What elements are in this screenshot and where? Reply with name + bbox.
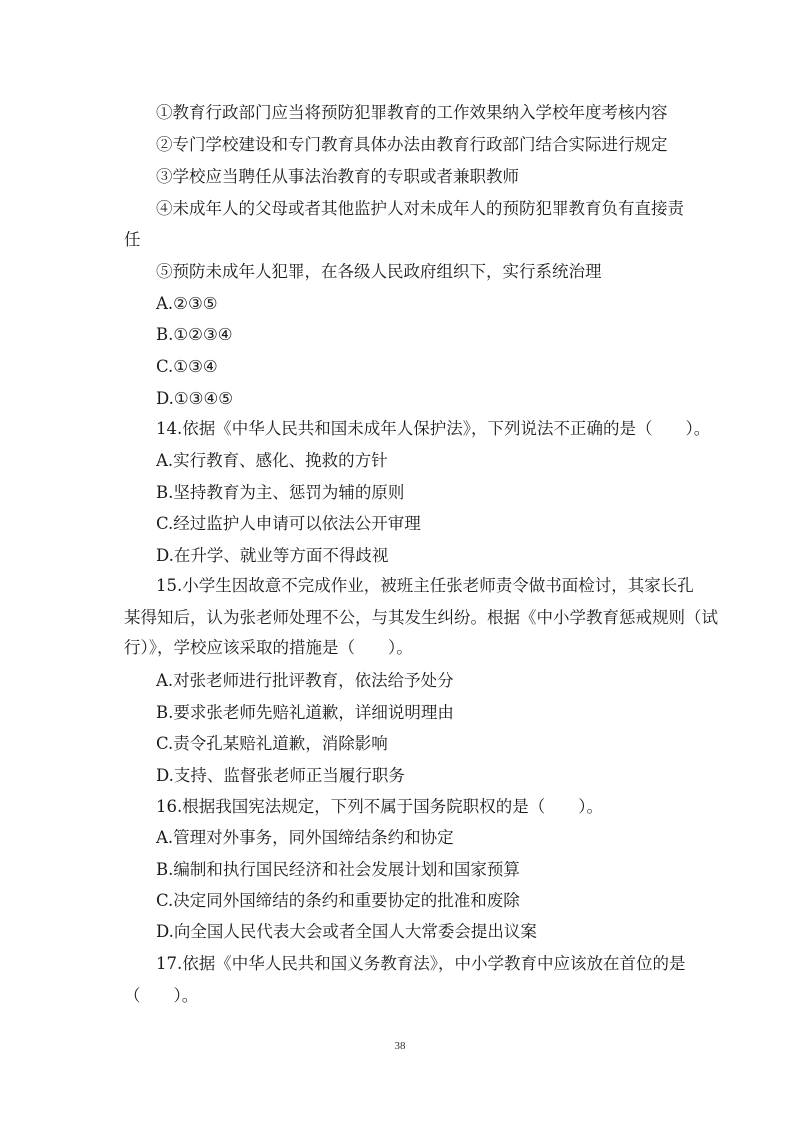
statement-4: ④未成年人的父母或者其他监护人对未成年人的预防犯罪教育负有直接责 bbox=[156, 199, 684, 218]
page-number: 38 bbox=[394, 1040, 406, 1052]
statement-4-continued: 任 bbox=[124, 230, 141, 249]
q13-option-c: C.①③④ bbox=[156, 357, 218, 376]
q16-option-d: D.向全国人民代表大会或者全国人大常委会提出议案 bbox=[156, 922, 537, 941]
q16-option-a: A.管理对外事务，同外国缔结条约和协定 bbox=[156, 828, 454, 847]
q15-stem-line-1: 15.小学生因故意不完成作业，被班主任张老师责令做书面检讨，其家长孔 bbox=[156, 576, 694, 595]
q16-stem: 16.根据我国宪法规定，下列不属于国务院职权的是（ ）。 bbox=[156, 797, 603, 816]
q13-option-b: B.①②③④ bbox=[156, 325, 233, 344]
statement-1: ①教育行政部门应当将预防犯罪教育的工作效果纳入学校年度考核内容 bbox=[156, 103, 668, 122]
q15-option-d: D.支持、监督张老师正当履行职务 bbox=[156, 766, 405, 785]
q15-option-b: B.要求张老师先赔礼道歉，详细说明理由 bbox=[156, 703, 454, 722]
q16-option-b: B.编制和执行国民经济和社会发展计划和国家预算 bbox=[156, 860, 520, 879]
statement-3: ③学校应当聘任从事法治教育的专职或者兼职教师 bbox=[156, 167, 519, 186]
q15-option-c: C.责令孔某赔礼道歉，消除影响 bbox=[156, 734, 388, 753]
q14-option-a: A.实行教育、感化、挽救的方针 bbox=[156, 451, 388, 470]
q14-option-b: B.坚持教育为主、惩罚为辅的原则 bbox=[156, 483, 405, 502]
q13-option-d: D.①③④⑤ bbox=[156, 389, 234, 408]
q13-option-a: A.②③⑤ bbox=[156, 294, 218, 313]
statement-2: ②专门学校建设和专门教育具体办法由教育行政部门结合实际进行规定 bbox=[156, 135, 668, 154]
statement-5: ⑤预防未成年人犯罪，在各级人民政府组织下，实行系统治理 bbox=[156, 262, 602, 281]
q16-option-c: C.决定同外国缔结的条约和重要协定的批准和废除 bbox=[156, 891, 520, 910]
q15-option-a: A.对张老师进行批评教育，依法给予处分 bbox=[156, 671, 454, 690]
q15-stem-line-2: 某得知后，认为张老师处理不公，与其发生纠纷。根据《中小学教育惩戒规则（试 bbox=[124, 608, 718, 627]
q14-stem: 14.依据《中华人民共和国未成年人保护法》，下列说法不正确的是（ ）。 bbox=[156, 419, 711, 438]
q17-stem-line-2: （ ）。 bbox=[124, 986, 199, 1005]
q15-stem-line-3: 行）》，学校应该采取的措施是（ ）。 bbox=[124, 638, 413, 657]
q14-option-c: C.经过监护人申请可以依法公开审理 bbox=[156, 514, 421, 533]
q14-option-d: D.在升学、就业等方面不得歧视 bbox=[156, 546, 389, 565]
q17-stem-line-1: 17.依据《中华人民共和国义务教育法》，中小学教育中应该放在首位的是 bbox=[156, 954, 686, 973]
